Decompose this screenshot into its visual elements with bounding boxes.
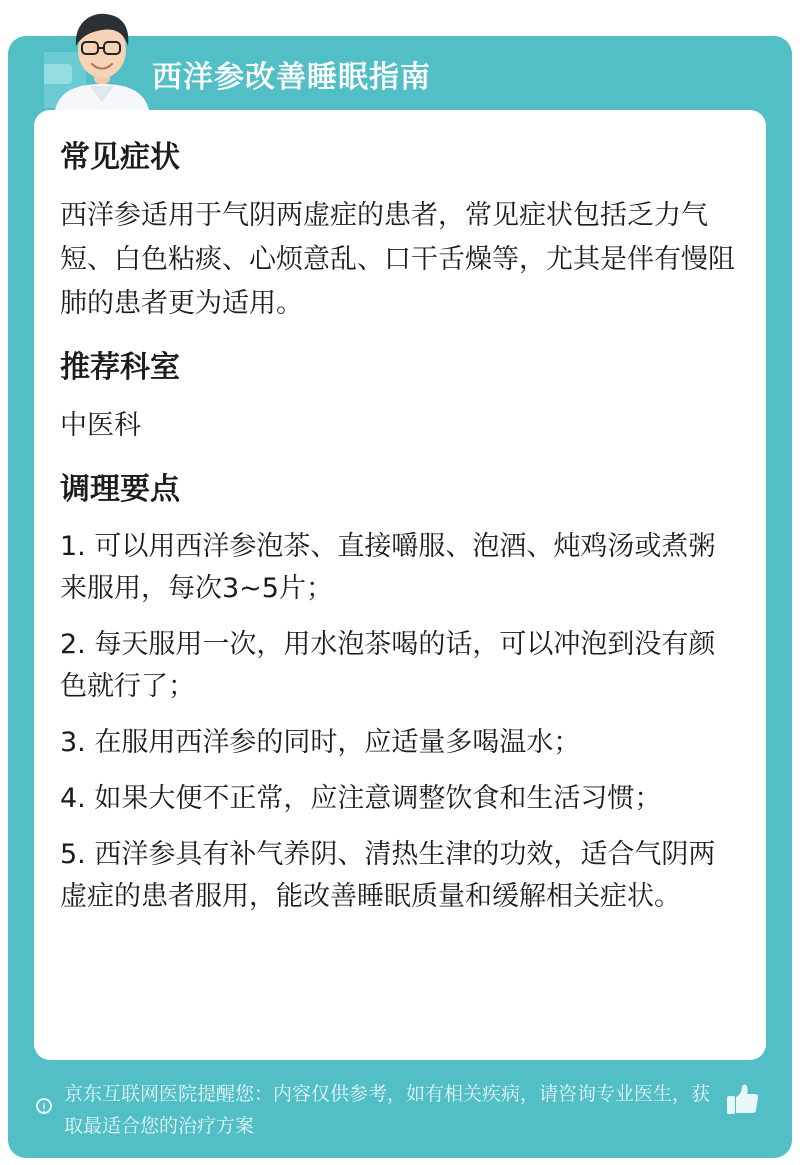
- care-list: [60, 526, 740, 918]
- guide-card: [34, 110, 766, 1060]
- footer-disclaimer: [36, 1078, 726, 1142]
- section-heading-care: 调理要点: [60, 472, 180, 507]
- footer-disclaimer-text: 京东互联网医院提醒您：内容仅供参考，如有相关疾病，请咨询专业医生，获取最适合您的治疗方案: [64, 1083, 711, 1137]
- section-text-department: 中医科: [60, 410, 141, 441]
- list-item: 5. 西洋参具有补气养阴、清热生津的功效，适合气阴两虚症的患者服用，能改善睡眠质量和缓解相关症状。: [60, 839, 716, 912]
- doctor-avatar-icon: [44, 6, 160, 114]
- list-item: 1. 可以用西洋参泡茶、直接嚼服、泡酒、炖鸡汤或煮粥来服用，每次3~5片；: [60, 531, 716, 604]
- guide-content: [60, 134, 740, 932]
- list-item: 4. 如果大便不正常，应注意调整饮食和生活习惯；: [60, 783, 662, 814]
- section-heading-symptoms: 常见症状: [60, 140, 180, 175]
- info-icon: !: [36, 1098, 52, 1114]
- list-item: 2. 每天服用一次，用水泡茶喝的话，可以冲泡到没有颜色就行了；: [60, 629, 716, 702]
- thumbs-up-icon[interactable]: [724, 1082, 760, 1118]
- list-item: 3. 在服用西洋参的同时，应适量多喝温水；: [60, 727, 581, 758]
- page-title: 西洋参改善睡眠指南: [152, 60, 431, 95]
- section-text-symptoms: 西洋参适用于气阴两虚症的患者，常见症状包括乏力气短、白色粘痰、心烦意乱、口干舌燥等，尤其是伴有慢阻肺的患者更为适用。: [60, 200, 735, 319]
- section-heading-department: 推荐科室: [60, 350, 180, 385]
